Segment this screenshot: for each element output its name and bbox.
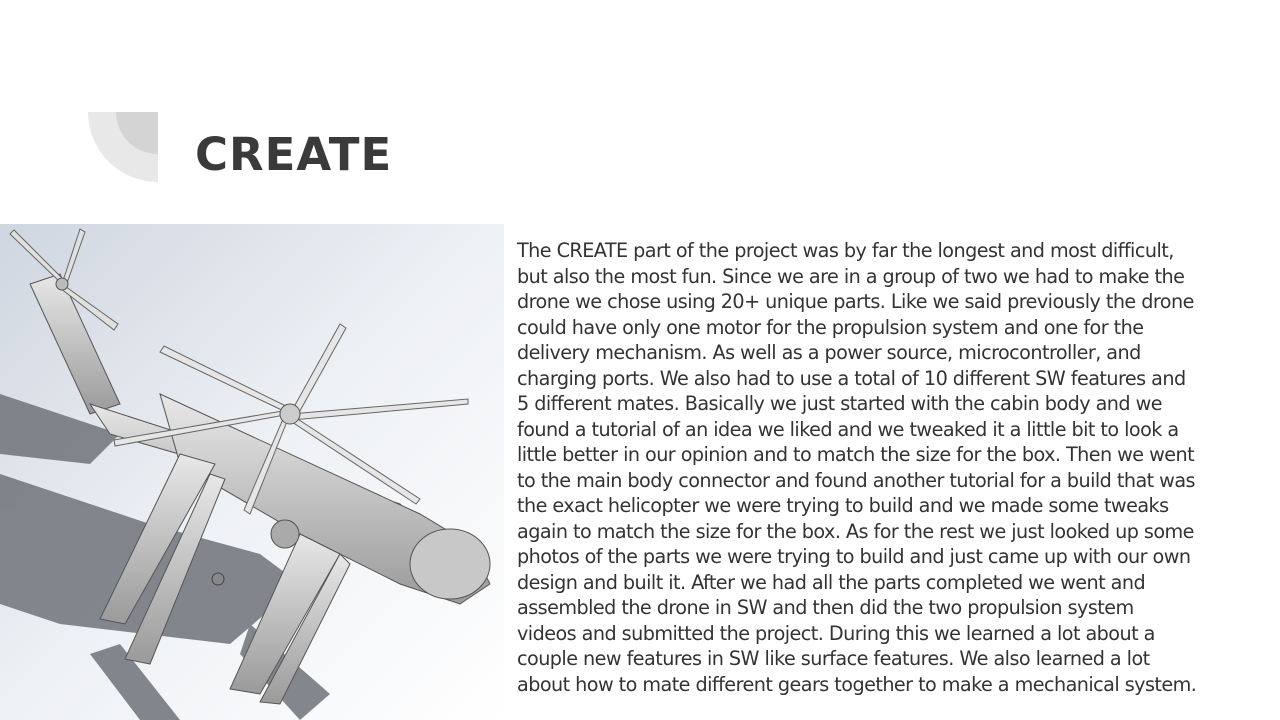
body-line: about how to mate different gears together to make a mechanical system.: [517, 672, 1197, 696]
body-line: drone we chose using 20+ unique parts. Like we said previously the drone: [517, 290, 1194, 313]
body-line: assembled the drone in SW and then did the two propulsion system: [517, 596, 1134, 619]
body-line: the exact helicopter we were trying to build and we made some tweaks: [517, 494, 1169, 517]
body-line: 5 different mates. Basically we just started with the cabin body and we: [517, 392, 1162, 415]
body-line: but also the most fun. Since we are in a group of two we had to make the: [517, 264, 1185, 288]
body-line: videos and submitted the project. During this we learned a lot about a: [517, 621, 1155, 645]
body-line: The CREATE part of the project was by far the longest and most difficult,: [517, 239, 1174, 262]
body-line: design and built it. After we had all the parts completed we went and: [517, 570, 1146, 594]
body-line: again to match the size for the box. As for the rest we just looked up some: [517, 519, 1194, 543]
body-line: photos of the parts we were trying to build and just came up with our own: [517, 545, 1191, 568]
body-line: charging ports. We also had to use a total of 10 different SW features and: [517, 366, 1186, 390]
corner-decoration: [88, 112, 158, 182]
slide-body-text: [517, 238, 1277, 697]
body-line: delivery mechanism. As well as a power source, microcontroller, and: [517, 341, 1141, 364]
body-line: little better in our opinion and to match the size for the box. Then we went: [517, 443, 1195, 466]
body-line: found a tutorial of an idea we liked and we tweaked it a little bit to look a: [517, 417, 1179, 441]
helicopter-drone-render: [0, 224, 504, 720]
body-line: could have only one motor for the propulsion system and one for the: [517, 315, 1144, 339]
body-line: to the main body connector and found another tutorial for a build that was: [517, 468, 1195, 492]
slide-title: CREATE: [195, 128, 393, 181]
body-line: couple new features in SW like surface features. We also learned a lot: [517, 647, 1150, 670]
